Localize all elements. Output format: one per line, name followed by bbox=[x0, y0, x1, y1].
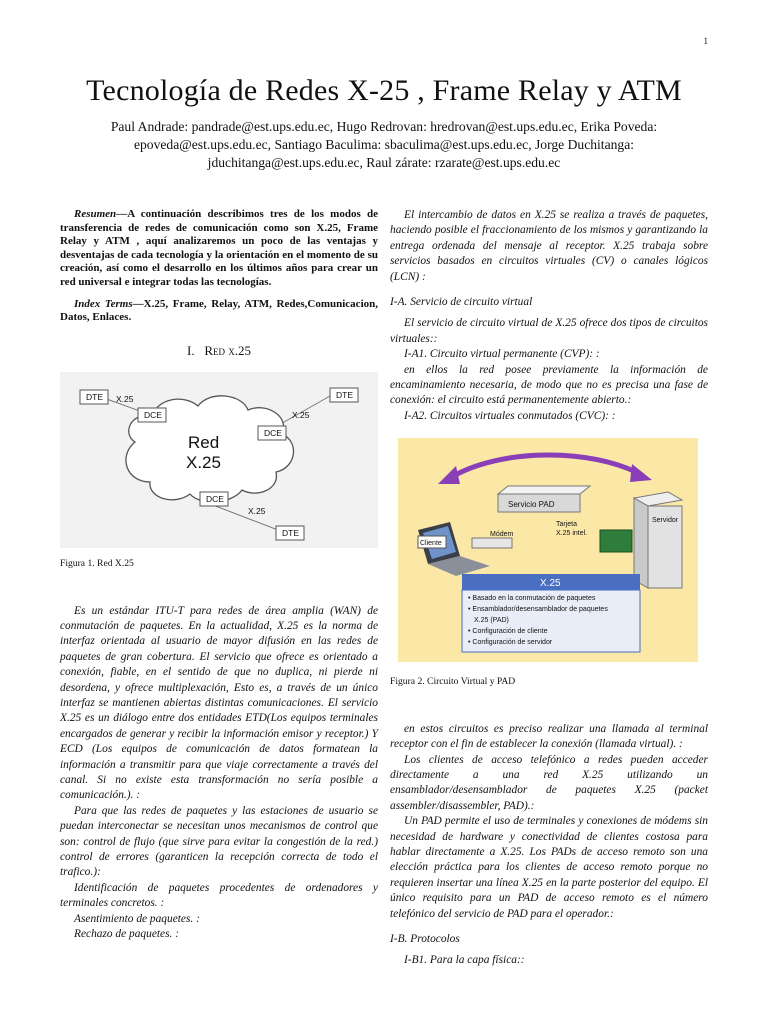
body-paragraph: El servicio de circuito virtual de X.25 ofrece dos tipos de circuitos virtuales:: bbox=[390, 317, 708, 345]
link-label: X.25 bbox=[248, 506, 266, 517]
section-title: Red x.25 bbox=[204, 342, 251, 358]
left-column bbox=[60, 208, 378, 943]
cliente-label: Cliente bbox=[420, 540, 442, 548]
pad-label: Servicio PAD bbox=[508, 500, 555, 510]
page-number: 1 bbox=[703, 36, 708, 46]
body-paragraph: Un PAD permite el uso de terminales y conexiones de módems sin necesidad de hardware y conectividad de clientes costosa para hablar directamente a X.25. Los PADs de acceso remoto son una elección práctica para los clientes de acceso remoto porque no requieren insertar una línea X.25 en la parte posterior del equipo. El único requisito para un PAD de acceso remoto es el número telefónico del servicio de PAD para el operador.: bbox=[390, 815, 708, 920]
author-line: epoveda@est.ups.edu.ec, Santiago Baculima: sbaculima@est.ups.edu.ec, Jorge Duchitanga: bbox=[133, 137, 635, 152]
body-paragraph: en ellos la red posee previamente la información de encaminamiento necesaria, de modo que no es precisa una fase de conexión: el circuito está permanentemente abierto.: bbox=[390, 363, 708, 407]
index-terms bbox=[60, 298, 378, 325]
dce-label: DCE bbox=[144, 410, 162, 421]
body-paragraph: Es un estándar ITU-T para redes de área amplia (WAN) de conmutación de paquetes. En la actualidad, X.25 es la norma de interfaz orientada al usuario de mayor difusión en las redes de paquetes de gran cobertura. El servicio que ofrece es orientado a conexión, fiable, en el sentido de que no duplica, ni pierde ni desordena, y ofrece multiplexación, Esto es, a través de un único interfaz se mantienen abiertas distintas comunicaciones. El servicio X.25 es un diálogo entre dos entidades ETD(Los equipos terminales encargados de generar y recibir la información emisor y receptor.) Y ECD (Los equipos de comunicación de datos formatean la información a transmitir para que viaje correctamente a través del canal. Si no existe esta transformación no sería posible a comunicación.). : bbox=[60, 604, 378, 802]
subsubsection-heading: I-B1. Para la capa física:: bbox=[404, 954, 525, 967]
pad-box-top bbox=[498, 486, 590, 494]
x25-box-item: • Configuración de cliente bbox=[468, 628, 548, 636]
paper-title: Tecnología de Redes X-25 , Frame Relay y ATM bbox=[86, 74, 682, 107]
tarjeta-label: Tarjeta bbox=[556, 521, 578, 529]
x25-card-icon bbox=[600, 530, 632, 552]
link-label: X.25 bbox=[292, 410, 310, 421]
body-paragraph: Asentimiento de paquetes. : bbox=[74, 912, 200, 925]
abstract bbox=[60, 208, 378, 290]
subsubsection-heading: I-A1. Circuito virtual permanente (CVP): : bbox=[404, 348, 600, 361]
body-paragraph: Identificación de paquetes procedentes de ordenadores y terminales concretos. : bbox=[60, 881, 378, 910]
x25-box-item: X.25 (PAD) bbox=[474, 617, 509, 625]
pad-device bbox=[498, 486, 590, 512]
section-number: I. bbox=[186, 342, 195, 358]
x25-box-item: • Ensamblador/desensamblador de paquetes bbox=[468, 606, 608, 614]
cloud-label-red: Red bbox=[188, 433, 220, 453]
dce-label: DCE bbox=[206, 494, 224, 505]
index-terms-label: Index Terms bbox=[74, 297, 133, 310]
x25-box-item: • Basado en la conmutación de paquetes bbox=[468, 595, 596, 603]
subsubsection-heading: I-A2. Circuitos virtuales conmutados (CVC): : bbox=[404, 409, 616, 422]
figure-1-caption: Figura 1. Red X.25 bbox=[60, 558, 134, 570]
subsection-heading: I-B. Protocolos bbox=[390, 932, 460, 945]
body-paragraph: Los clientes de acceso telefónico a redes pueden acceder directamente a una red X.25 utilizando un ensamblador/desensamblador de paquetes X.25 (packet assembler/disassembler, PAD).: bbox=[390, 753, 708, 812]
figure-2-caption: Figura 2. Circuito Virtual y PAD bbox=[390, 676, 516, 688]
author-list bbox=[70, 118, 698, 172]
x25-box-item: • Configuración de servidor bbox=[468, 639, 553, 647]
dte-label: DTE bbox=[86, 392, 103, 403]
body-paragraph: Rechazo de paquetes. : bbox=[74, 928, 180, 941]
subsection-heading: I-A. Servicio de circuito virtual bbox=[390, 296, 533, 309]
modem-icon bbox=[472, 538, 512, 548]
author-line: jduchitanga@est.ups.edu.ec, Raul zárate: rzarate@est.ups.edu.ec bbox=[207, 155, 561, 170]
link-label: X.25 bbox=[116, 394, 134, 405]
right-column bbox=[390, 208, 708, 969]
body-paragraph: en estos circuitos es preciso realizar una llamada al terminal receptor con el fin de establecer la conexión (llamada virtual). : bbox=[390, 722, 708, 751]
body-paragraph: El intercambio de datos en X.25 se realiza a través de paquetes, haciendo posible el fraccionamiento de los mismos y garantizando la entrega ordenada del mensaje al receptor. X.25 trabaja sobre servicios basados en circuitos virtuales (CV) o canales lógicos (LCN) : bbox=[390, 209, 708, 283]
tarjeta-label-2: X.25 intel. bbox=[556, 530, 588, 538]
dte-label: DTE bbox=[336, 390, 353, 401]
cloud-label-x25: X.25 bbox=[186, 453, 221, 473]
x25-box-title: X.25 bbox=[540, 578, 561, 590]
abstract-label: Resumen bbox=[74, 208, 117, 220]
servidor-label: Servidor bbox=[652, 517, 679, 525]
server-icon bbox=[634, 492, 682, 588]
figure-2-pad-diagram bbox=[390, 434, 708, 666]
dte-label: DTE bbox=[282, 528, 299, 539]
index-terms-text: —X.25, Frame, Relay, ATM, Redes,Comunicacion, Datos, Enlaces. bbox=[60, 297, 378, 324]
abstract-text: —A continuación describimos tres de los modos de transferencia de redes de comunicación como son X.25, Frame Relay y ATM , aquí analizaremos un poco de las ventajas y desventajas de cada tecnología y la orientación en el momento de su creación, así como el desarrollo en los últimos años para crear un red universal e integrar todas las tecnologías. bbox=[60, 208, 378, 288]
body-paragraph: Para que las redes de paquetes y las estaciones de usuario se puedan interconectar se necesitan unos mecanismos de control que son: control de flujo (que sirve para evitar la congestión de la red.) control de errores (garanticen la recepción correcta de todo el trafico.): bbox=[60, 804, 378, 879]
dce-label: DCE bbox=[264, 428, 282, 439]
modem-label: Módem bbox=[490, 531, 514, 539]
section-heading bbox=[60, 343, 378, 358]
figure-1-network-diagram bbox=[60, 372, 378, 548]
author-line: Paul Andrade: pandrade@est.ups.edu.ec, Hugo Redrovan: hredrovan@est.ups.edu.ec, Erika Poveda: bbox=[110, 119, 658, 134]
